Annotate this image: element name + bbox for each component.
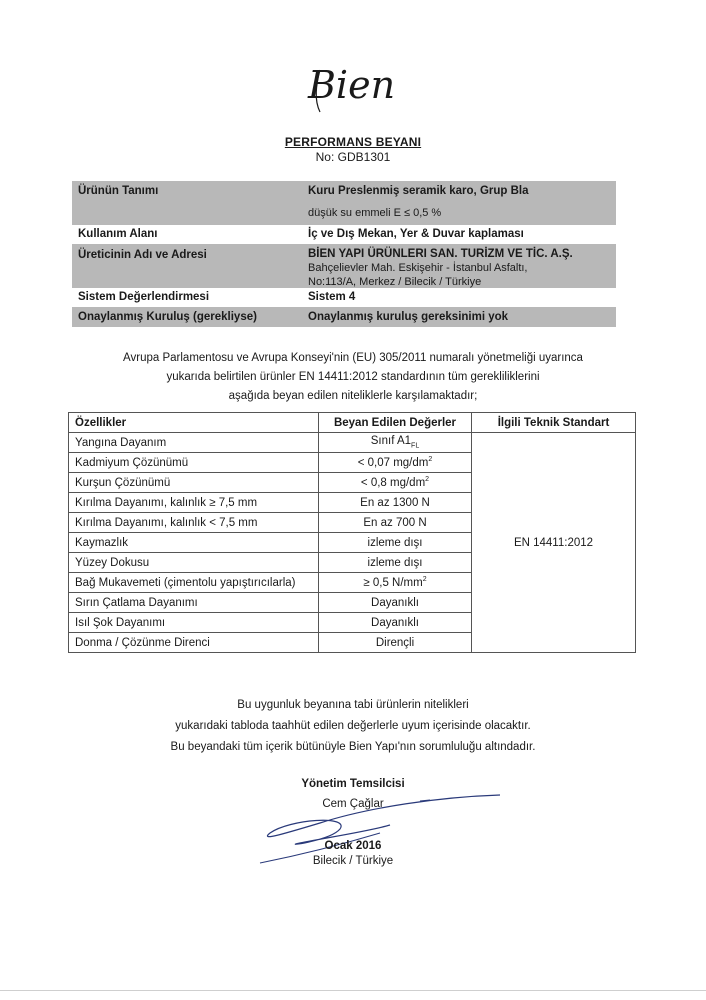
property-cell: Bağ Mukavemeti (çimentolu yapıştırıcılarla) [69,573,319,593]
intro-line: yukarıda belirtilen ürünler EN 14411:2012 standardının tüm gerekliliklerini [166,371,540,383]
value-cell [319,493,472,513]
signatory-role: Yönetim Temsilcisi [301,778,405,790]
document-title: PERFORMANS BEYANI [284,135,422,149]
value-cell [319,513,472,533]
property-cell: Sırın Çatlama Dayanımı [69,593,319,613]
property-cell: Donma / Çözünme Direnci [69,633,319,653]
value-text: izleme dışı [367,536,423,549]
info-value: Kuru Preslenmiş seramik karo, Grup Bla [308,185,529,197]
info-row-notified-body [72,307,616,327]
value-text: < 0,07 mg/dm [357,456,429,469]
value-text: izleme dışı [367,556,423,569]
value-text: En az 700 N [363,516,427,529]
signatory-name: Cem Çağlar [322,798,384,810]
value-text: Dayanıklı [371,596,419,609]
signature-place: Bilecik / Türkiye [312,855,394,867]
property-cell: Isıl Şok Dayanımı [69,613,319,633]
intro-line: Avrupa Parlamentosu ve Avrupa Konseyi'nin (EU) 305/2011 numaralı yönetmeliği uyarınca [123,352,583,364]
value-superscript: 2 [428,456,433,464]
value-text: < 0,8 mg/dm [360,476,426,489]
closing-line: Bu uygunluk beyanına tabi ürünlerin nitelikleri [237,699,469,711]
value-text: Dayanıklı [371,616,419,629]
value-cell [319,593,472,613]
value-subscript: FL [411,442,420,450]
signature-date: Ocak 2016 [324,840,382,852]
table-body [69,433,636,653]
info-row-usage [72,225,616,244]
value-superscript: 2 [422,576,427,584]
info-label: Kullanım Alanı [78,228,158,240]
intro-line: aşağıda beyan edilen niteliklerle karşılamaktadır; [228,390,478,402]
info-label: Onaylanmış Kuruluş (gerekliyse) [78,311,257,323]
info-row-system [72,288,616,307]
info-row-manufacturer [72,244,616,288]
header-declared-values: Beyan Edilen Değerler [319,413,472,433]
header-standard: İlgili Teknik Standart [472,413,636,433]
info-row-product-2 [72,201,616,225]
standard-cell: EN 14411:2012 [472,433,636,653]
info-label: Ürünün Tanımı [78,185,159,197]
value-cell [319,433,472,453]
info-row-product [72,181,616,201]
info-address-line: Bahçelievler Mah. Eskişehir - İstanbul Asfaltı, [308,262,528,274]
value-cell [319,573,472,593]
document-number: No: GDB1301 [315,150,391,164]
property-cell: Kurşun Çözünümü [69,473,319,493]
property-cell: Yüzey Dokusu [69,553,319,573]
property-cell: Kırılma Dayanımı, kalınlık ≥ 7,5 mm [69,493,319,513]
info-label: Sistem Değerlendirmesi [78,291,210,303]
closing-line: Bu beyandaki tüm içerik bütünüyle Bien Yapı'nın sorumluluğu altındadır. [170,741,536,753]
value-cell [319,553,472,573]
performance-table [68,412,636,653]
header-properties: Özellikler [69,413,319,433]
info-address-line: No:113/A, Merkez / Bilecik / Türkiye [308,276,482,288]
table-row [69,433,636,453]
table-header-row [69,413,636,433]
info-value: Sistem 4 [308,291,356,303]
logo-text: Bien [308,63,396,107]
page-edge-divider [0,990,706,991]
property-cell: Kaymazlık [69,533,319,553]
closing-paragraph [0,695,706,758]
value-cell [319,473,472,493]
property-cell: Yangına Dayanım [69,433,319,453]
value-text: En az 1300 N [360,496,430,509]
intro-paragraph [0,349,706,406]
info-value: Onaylanmış kuruluş gereksinimi yok [308,311,509,323]
value-superscript: 2 [425,476,430,484]
bien-logo [290,50,400,120]
info-value: BİEN YAPI ÜRÜNLERI SAN. TURİZM VE TİC. A.Ş. [308,248,573,260]
product-info [72,181,616,327]
value-cell [319,633,472,653]
property-cell: Kırılma Dayanımı, kalınlık < 7,5 mm [69,513,319,533]
value-text: Sınıf A1 [370,435,412,448]
property-cell: Kadmiyum Çözünümü [69,453,319,473]
info-label: Üreticinin Adı ve Adresi [78,249,207,261]
value-cell [319,453,472,473]
info-value: düşük su emmeli E ≤ 0,5 % [308,207,442,219]
closing-line: yukarıdaki tabloda taahhüt edilen değerlerle uyum içerisinde olacaktır. [175,720,531,732]
value-text: ≥ 0,5 N/mm [363,576,423,589]
value-cell [319,533,472,553]
value-cell [319,613,472,633]
info-value: İç ve Dış Mekan, Yer & Duvar kaplaması [308,228,524,240]
value-text: Dirençli [375,636,415,649]
